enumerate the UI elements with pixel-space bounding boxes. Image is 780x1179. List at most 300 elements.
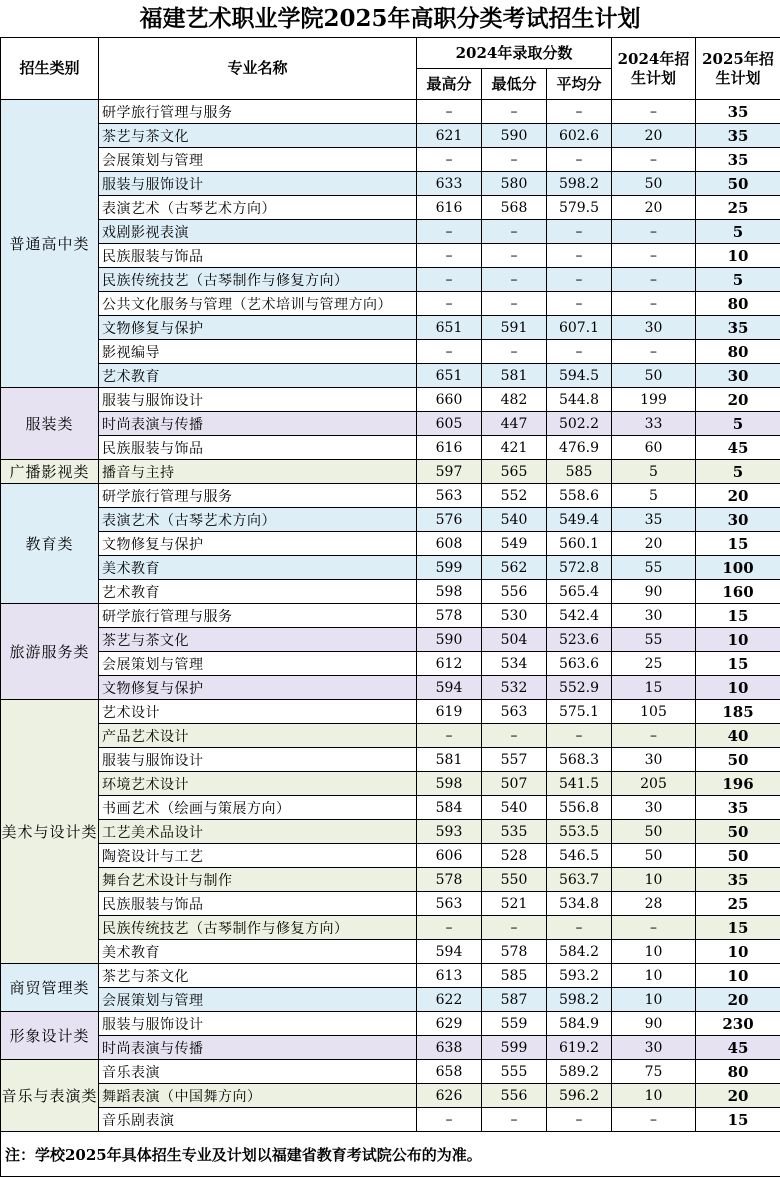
major-cell: 美术教育 [99,940,417,964]
max-score-cell: – [417,100,482,124]
category-cell: 形象设计类 [1,1012,99,1060]
table-row [1,172,780,196]
plan-2024-cell: 205 [612,772,696,796]
major-cell: 文物修复与保护 [99,676,417,700]
plan-2024-cell: 20 [612,124,696,148]
min-score-cell: 556 [482,1084,547,1108]
max-score-cell: – [417,724,482,748]
admission-plan-table [0,37,780,1177]
plan-2025-cell: 15 [696,916,780,940]
major-cell: 服装与服饰设计 [99,172,417,196]
plan-2025-cell: 5 [696,460,780,484]
plan-2025-cell: 50 [696,172,780,196]
plan-2025-cell: 100 [696,556,780,580]
avg-score-cell: 565.4 [547,580,612,604]
plan-2025-cell: 15 [696,604,780,628]
plan-2025-cell: 5 [696,220,780,244]
min-score-cell: 568 [482,196,547,220]
plan-2025-cell: 35 [696,148,780,172]
plan-2025-cell: 15 [696,532,780,556]
max-score-cell: – [417,268,482,292]
plan-2025-cell: 230 [696,1012,780,1036]
plan-2024-cell: 50 [612,844,696,868]
max-score-cell: 563 [417,892,482,916]
table-row [1,940,780,964]
max-score-cell: – [417,292,482,316]
plan-2025-cell: 10 [696,676,780,700]
table-row [1,268,780,292]
plan-2025-cell: 15 [696,652,780,676]
avg-score-cell: 579.5 [547,196,612,220]
plan-2024-cell: 50 [612,820,696,844]
plan-2024-cell: 60 [612,436,696,460]
min-score-cell: – [482,100,547,124]
table-row [1,148,780,172]
plan-2024-cell: 90 [612,580,696,604]
plan-2025-cell: 10 [696,244,780,268]
table-row [1,844,780,868]
plan-2024-cell: 55 [612,556,696,580]
plan-2025-cell: 20 [696,1084,780,1108]
plan-2025-cell: 35 [696,796,780,820]
plan-2024-cell: 75 [612,1060,696,1084]
plan-2025-cell: 35 [696,124,780,148]
plan-2025-cell: 35 [696,316,780,340]
table-row [1,964,780,988]
table-row [1,244,780,268]
plan-2024-cell: 30 [612,604,696,628]
header-avg-score: 平均分 [547,69,612,100]
avg-score-cell: – [547,100,612,124]
plan-2024-cell: 10 [612,964,696,988]
max-score-cell: 598 [417,772,482,796]
max-score-cell: 633 [417,172,482,196]
table-row [1,436,780,460]
table-row [1,532,780,556]
avg-score-cell: – [547,268,612,292]
major-cell: 会展策划与管理 [99,148,417,172]
min-score-cell: 482 [482,388,547,412]
min-score-cell: 534 [482,652,547,676]
max-score-cell: – [417,148,482,172]
plan-2025-cell: 50 [696,820,780,844]
plan-2024-cell: – [612,244,696,268]
category-cell: 广播影视类 [1,460,99,484]
max-score-cell: 593 [417,820,482,844]
major-cell: 研学旅行管理与服务 [99,100,417,124]
major-cell: 音乐剧表演 [99,1108,417,1132]
min-score-cell: – [482,268,547,292]
max-score-cell: – [417,220,482,244]
avg-score-cell: 549.4 [547,508,612,532]
max-score-cell: 578 [417,604,482,628]
plan-2024-cell: – [612,268,696,292]
plan-2024-cell: – [612,916,696,940]
table-row [1,1036,780,1060]
avg-score-cell: 619.2 [547,1036,612,1060]
min-score-cell: 578 [482,940,547,964]
min-score-cell: – [482,724,547,748]
plan-2024-cell: 10 [612,1084,696,1108]
max-score-cell: 658 [417,1060,482,1084]
plan-2024-cell: 105 [612,700,696,724]
plan-2024-cell: – [612,340,696,364]
plan-2024-cell: 35 [612,508,696,532]
table-row [1,484,780,508]
plan-2024-cell: 33 [612,412,696,436]
plan-2024-cell: 30 [612,316,696,340]
major-cell: 陶瓷设计与工艺 [99,844,417,868]
plan-2024-cell: 5 [612,460,696,484]
plan-2024-cell: – [612,148,696,172]
plan-2024-cell: 50 [612,172,696,196]
major-cell: 茶艺与茶文化 [99,124,417,148]
max-score-cell: 651 [417,316,482,340]
major-cell: 影视编导 [99,340,417,364]
max-score-cell: 584 [417,796,482,820]
min-score-cell: 599 [482,1036,547,1060]
plan-2025-cell: 185 [696,700,780,724]
avg-score-cell: 563.7 [547,868,612,892]
table-row [1,412,780,436]
major-cell: 文物修复与保护 [99,316,417,340]
table-row [1,1084,780,1108]
table-row [1,1060,780,1084]
plan-2025-cell: 196 [696,772,780,796]
avg-score-cell: 607.1 [547,316,612,340]
min-score-cell: – [482,340,547,364]
major-cell: 服装与服饰设计 [99,748,417,772]
plan-2025-cell: 25 [696,892,780,916]
max-score-cell: – [417,340,482,364]
min-score-cell: 532 [482,676,547,700]
major-cell: 研学旅行管理与服务 [99,484,417,508]
plan-2025-cell: 80 [696,340,780,364]
avg-score-cell: 585 [547,460,612,484]
min-score-cell: 562 [482,556,547,580]
plan-2024-cell: 15 [612,676,696,700]
table-row [1,508,780,532]
major-cell: 工艺美术品设计 [99,820,417,844]
plan-2024-cell: 30 [612,1036,696,1060]
table-row [1,892,780,916]
plan-2025-cell: 80 [696,292,780,316]
plan-2025-cell: 5 [696,412,780,436]
table-row [1,628,780,652]
major-cell: 服装与服饰设计 [99,388,417,412]
avg-score-cell: – [547,340,612,364]
major-cell: 表演艺术（古琴艺术方向） [99,508,417,532]
plan-2025-cell: 25 [696,196,780,220]
category-cell: 普通高中类 [1,100,99,388]
min-score-cell: 557 [482,748,547,772]
table-row [1,1108,780,1132]
major-cell: 文物修复与保护 [99,532,417,556]
avg-score-cell: 476.9 [547,436,612,460]
header-major: 专业名称 [99,38,417,100]
min-score-cell: – [482,916,547,940]
category-cell: 商贸管理类 [1,964,99,1012]
table-row [1,388,780,412]
max-score-cell: 613 [417,964,482,988]
avg-score-cell: 534.8 [547,892,612,916]
min-score-cell: 552 [482,484,547,508]
table-row [1,220,780,244]
plan-2024-cell: 30 [612,748,696,772]
plan-2025-cell: 30 [696,364,780,388]
table-row [1,700,780,724]
min-score-cell: 540 [482,796,547,820]
avg-score-cell: – [547,244,612,268]
avg-score-cell: 541.5 [547,772,612,796]
avg-score-cell: – [547,148,612,172]
major-cell: 音乐表演 [99,1060,417,1084]
min-score-cell: 421 [482,436,547,460]
max-score-cell: – [417,1108,482,1132]
category-cell: 美术与设计类 [1,700,99,964]
max-score-cell: 622 [417,988,482,1012]
min-score-cell: 581 [482,364,547,388]
avg-score-cell: 593.2 [547,964,612,988]
avg-score-cell: 542.4 [547,604,612,628]
plan-2025-cell: 50 [696,748,780,772]
header-plan-2025: 2025年招生计划 [696,38,780,100]
table-row [1,604,780,628]
min-score-cell: – [482,148,547,172]
category-cell: 音乐与表演类 [1,1060,99,1132]
min-score-cell: 587 [482,988,547,1012]
table-row [1,1012,780,1036]
category-cell: 服装类 [1,388,99,460]
max-score-cell: 616 [417,436,482,460]
table-row [1,100,780,124]
plan-2024-cell: – [612,1108,696,1132]
avg-score-cell: 553.5 [547,820,612,844]
table-row [1,124,780,148]
min-score-cell: 550 [482,868,547,892]
min-score-cell: 521 [482,892,547,916]
max-score-cell: 581 [417,748,482,772]
major-cell: 研学旅行管理与服务 [99,604,417,628]
table-row [1,196,780,220]
plan-2025-cell: 5 [696,268,780,292]
major-cell: 民族服装与饰品 [99,892,417,916]
header-max-score: 最高分 [417,69,482,100]
max-score-cell: 629 [417,1012,482,1036]
plan-2024-cell: 28 [612,892,696,916]
plan-2024-cell: – [612,100,696,124]
major-cell: 环境艺术设计 [99,772,417,796]
min-score-cell: 540 [482,508,547,532]
major-cell: 书画艺术（绘画与策展方向） [99,796,417,820]
plan-2024-cell: 50 [612,364,696,388]
table-row [1,460,780,484]
table-row [1,676,780,700]
major-cell: 会展策划与管理 [99,988,417,1012]
avg-score-cell: – [547,916,612,940]
min-score-cell: – [482,244,547,268]
table-row [1,292,780,316]
max-score-cell: 578 [417,868,482,892]
major-cell: 民族传统技艺（古琴制作与修复方向） [99,268,417,292]
avg-score-cell: 568.3 [547,748,612,772]
max-score-cell: 626 [417,1084,482,1108]
plan-2025-cell: 35 [696,100,780,124]
plan-2024-cell: 55 [612,628,696,652]
plan-2024-cell: 30 [612,796,696,820]
plan-2025-cell: 50 [696,844,780,868]
category-cell: 教育类 [1,484,99,604]
major-cell: 会展策划与管理 [99,652,417,676]
avg-score-cell: 552.9 [547,676,612,700]
major-cell: 时尚表演与传播 [99,412,417,436]
major-cell: 舞蹈表演（中国舞方向） [99,1084,417,1108]
plan-2025-cell: 20 [696,484,780,508]
major-cell: 时尚表演与传播 [99,1036,417,1060]
plan-2025-cell: 10 [696,628,780,652]
plan-2024-cell: 10 [612,868,696,892]
table-row [1,652,780,676]
avg-score-cell: 589.2 [547,1060,612,1084]
min-score-cell: 549 [482,532,547,556]
avg-score-cell: 572.8 [547,556,612,580]
plan-2025-cell: 80 [696,1060,780,1084]
table-row [1,556,780,580]
min-score-cell: 563 [482,700,547,724]
major-cell: 服装与服饰设计 [99,1012,417,1036]
major-cell: 艺术设计 [99,700,417,724]
min-score-cell: – [482,1108,547,1132]
plan-2025-cell: 45 [696,436,780,460]
plan-2024-cell: 199 [612,388,696,412]
table-row [1,796,780,820]
min-score-cell: 591 [482,316,547,340]
page-title: 福建艺术职业学院2025年高职分类考试招生计划 [139,5,641,32]
min-score-cell: – [482,220,547,244]
major-cell: 艺术教育 [99,364,417,388]
table-row [1,316,780,340]
avg-score-cell: – [547,724,612,748]
table-row [1,580,780,604]
table-row [1,748,780,772]
plan-2025-cell: 10 [696,964,780,988]
plan-2025-cell: 35 [696,868,780,892]
category-cell: 旅游服务类 [1,604,99,700]
plan-2024-cell: – [612,220,696,244]
plan-2025-cell: 15 [696,1108,780,1132]
max-score-cell: 597 [417,460,482,484]
table-row [1,988,780,1012]
avg-score-cell: 596.2 [547,1084,612,1108]
max-score-cell: 616 [417,196,482,220]
plan-2025-cell: 30 [696,508,780,532]
max-score-cell: 594 [417,676,482,700]
plan-2024-cell: 5 [612,484,696,508]
header-score-group: 2024年录取分数 [417,38,612,69]
avg-score-cell: 584.9 [547,1012,612,1036]
max-score-cell: 605 [417,412,482,436]
avg-score-cell: 598.2 [547,988,612,1012]
min-score-cell: 585 [482,964,547,988]
plan-2024-cell: 20 [612,196,696,220]
plan-2024-cell: – [612,724,696,748]
table-row [1,868,780,892]
max-score-cell: 621 [417,124,482,148]
table-row [1,724,780,748]
header-min-score: 最低分 [482,69,547,100]
min-score-cell: 590 [482,124,547,148]
avg-score-cell: 546.5 [547,844,612,868]
avg-score-cell: 598.2 [547,172,612,196]
avg-score-cell: – [547,220,612,244]
avg-score-cell: 563.6 [547,652,612,676]
avg-score-cell: – [547,1108,612,1132]
min-score-cell: 507 [482,772,547,796]
plan-2024-cell: 10 [612,988,696,1012]
min-score-cell: 504 [482,628,547,652]
max-score-cell: 599 [417,556,482,580]
major-cell: 公共文化服务与管理（艺术培训与管理方向） [99,292,417,316]
major-cell: 产品艺术设计 [99,724,417,748]
major-cell: 民族服装与饰品 [99,436,417,460]
major-cell: 民族服装与饰品 [99,244,417,268]
header-plan-2024: 2024年招生计划 [612,38,696,100]
table-row [1,820,780,844]
max-score-cell: 660 [417,388,482,412]
plan-2024-cell: 90 [612,1012,696,1036]
table-body [1,100,780,1132]
plan-2025-cell: 160 [696,580,780,604]
major-cell: 民族传统技艺（古琴制作与修复方向） [99,916,417,940]
major-cell: 戏剧影视表演 [99,220,417,244]
avg-score-cell: 584.2 [547,940,612,964]
avg-score-cell: 558.6 [547,484,612,508]
min-score-cell: 565 [482,460,547,484]
header-category: 招生类别 [1,38,99,100]
table-row [1,916,780,940]
avg-score-cell: 602.6 [547,124,612,148]
avg-score-cell: 544.8 [547,388,612,412]
plan-2024-cell: 25 [612,652,696,676]
avg-score-cell: 560.1 [547,532,612,556]
avg-score-cell: 502.2 [547,412,612,436]
major-cell: 茶艺与茶文化 [99,628,417,652]
table-row [1,364,780,388]
major-cell: 表演艺术（古琴艺术方向） [99,196,417,220]
max-score-cell: 594 [417,940,482,964]
max-score-cell: 563 [417,484,482,508]
min-score-cell: 530 [482,604,547,628]
min-score-cell: 556 [482,580,547,604]
plan-2024-cell: 10 [612,940,696,964]
major-cell: 美术教育 [99,556,417,580]
plan-2025-cell: 10 [696,940,780,964]
max-score-cell: 576 [417,508,482,532]
min-score-cell: 535 [482,820,547,844]
min-score-cell: – [482,292,547,316]
plan-2024-cell: – [612,292,696,316]
min-score-cell: 555 [482,1060,547,1084]
table-row [1,772,780,796]
avg-score-cell: 523.6 [547,628,612,652]
max-score-cell: 619 [417,700,482,724]
max-score-cell: 651 [417,364,482,388]
min-score-cell: 528 [482,844,547,868]
plan-2025-cell: 40 [696,724,780,748]
avg-score-cell: 556.8 [547,796,612,820]
min-score-cell: 559 [482,1012,547,1036]
plan-2025-cell: 20 [696,388,780,412]
